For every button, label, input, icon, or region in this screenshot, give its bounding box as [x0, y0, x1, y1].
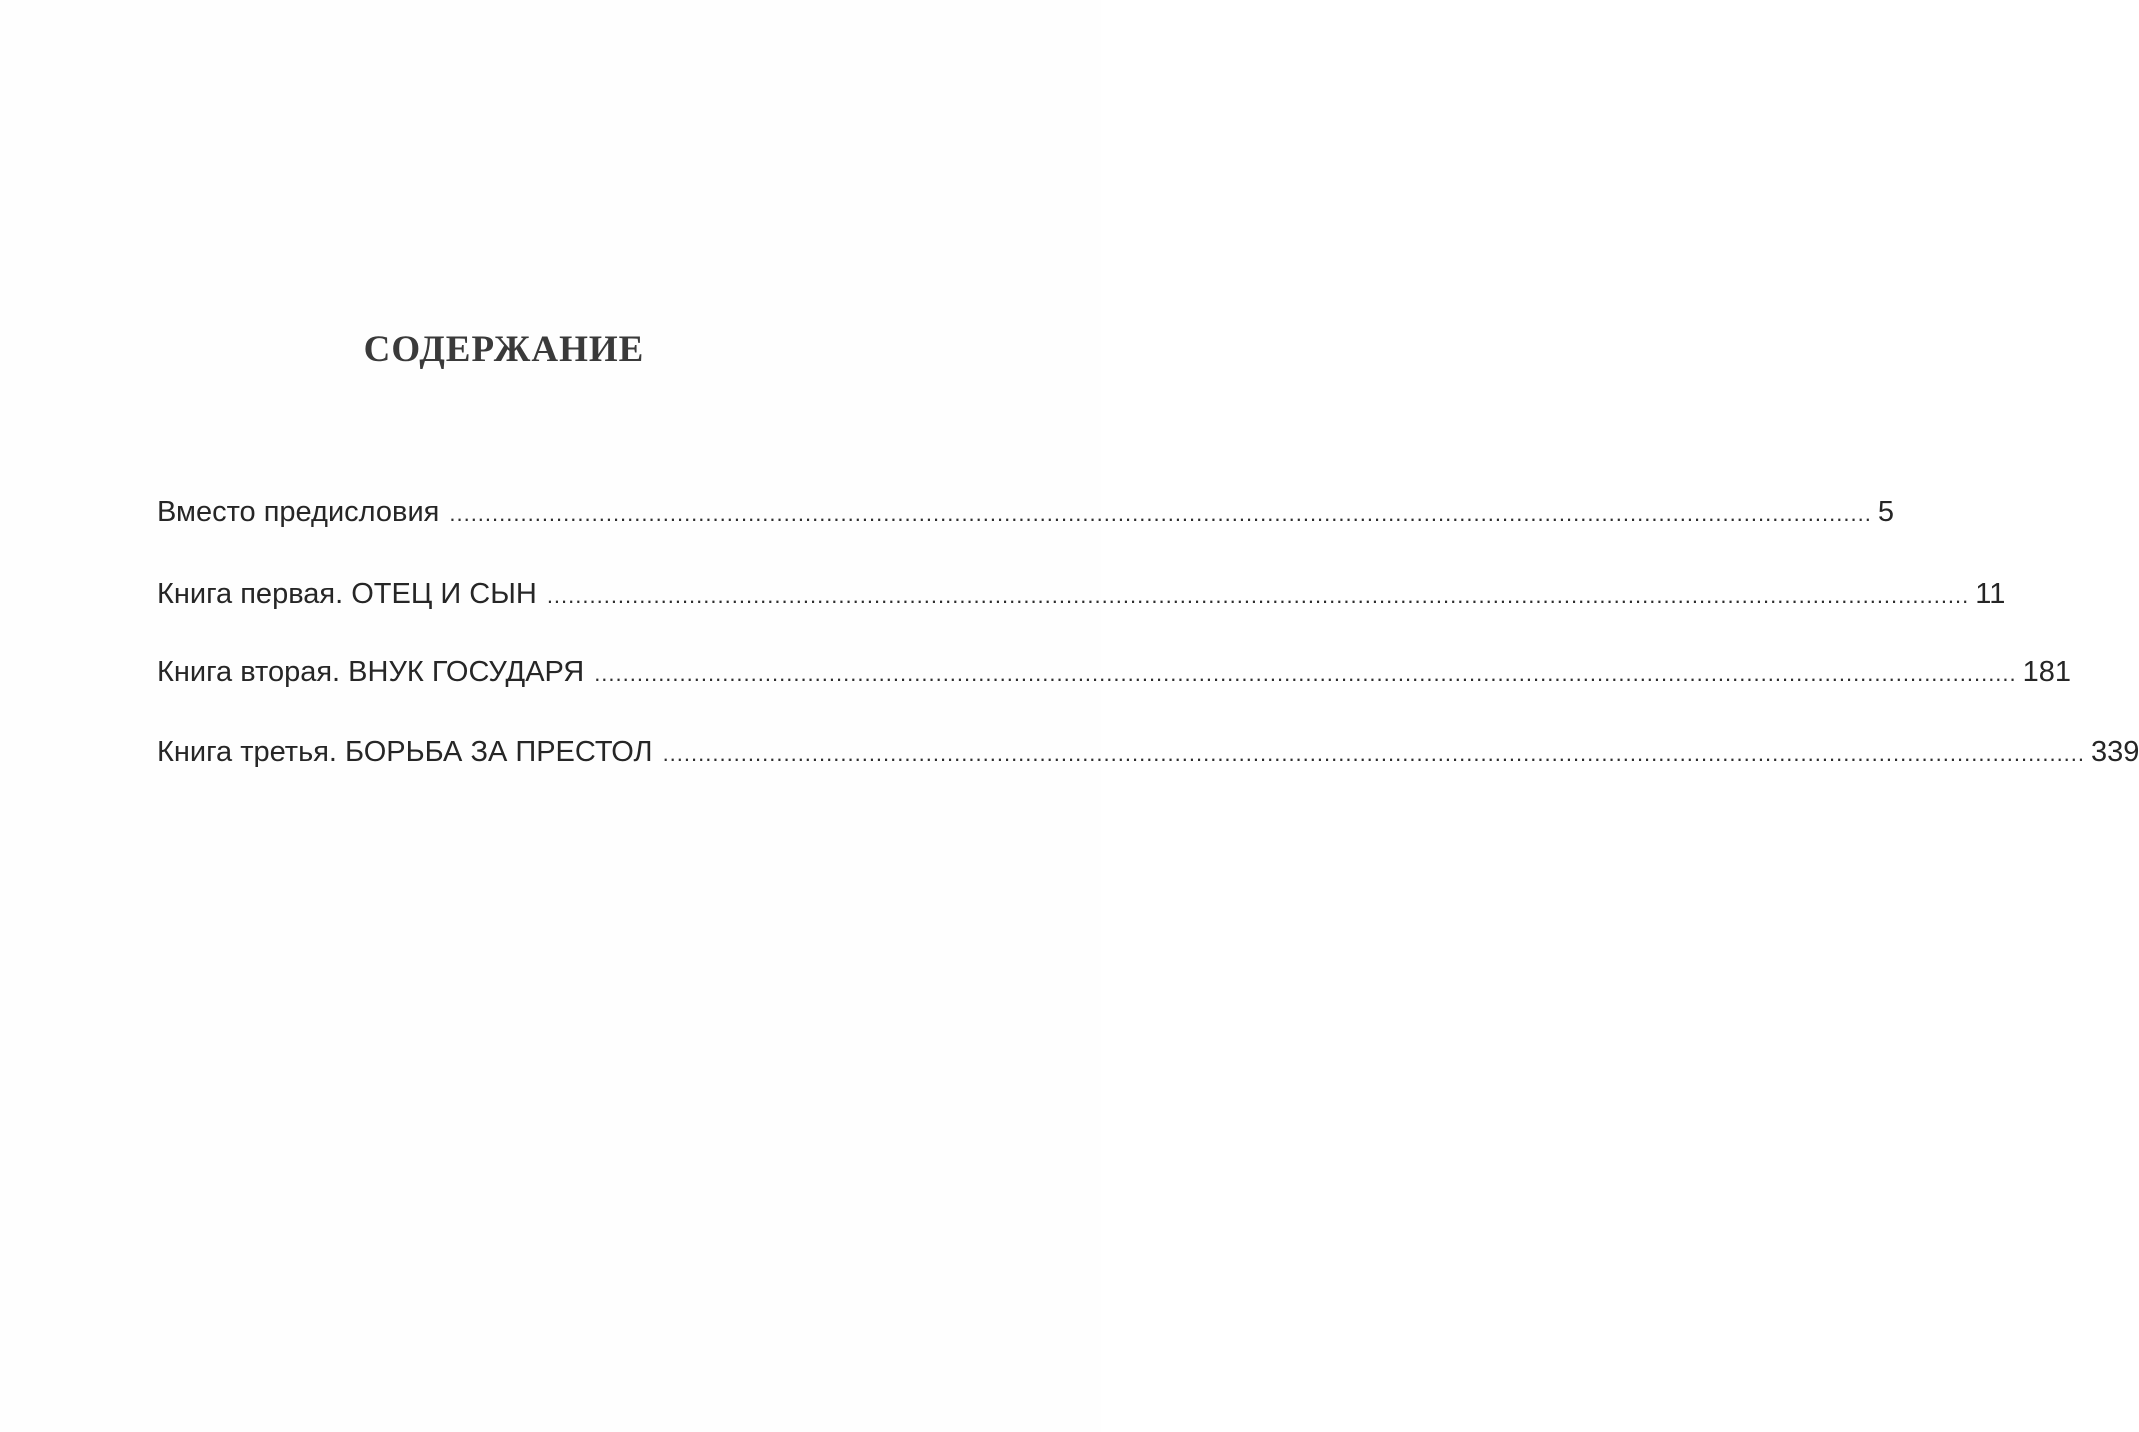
toc-entry-page: 181	[2022, 656, 2072, 688]
toc-entry-page: 339	[2091, 736, 2139, 768]
toc-entry-book-one	[157, 578, 2006, 622]
toc-entry-page: 11	[1975, 578, 2006, 610]
dot-leader: ........................................................................................................................................................................................................	[546, 583, 1970, 608]
dot-leader: ........................................................................................................................................................................................................	[449, 501, 1872, 526]
toc-entry-title: Книга вторая. ВНУК ГОСУДАРЯ	[157, 656, 585, 688]
toc-entry-preface	[157, 496, 1894, 540]
dot-leader: ........................................................................................................................................................................................................	[594, 661, 2017, 686]
toc-entry-book-three	[157, 736, 2139, 780]
toc-entry-book-two	[157, 656, 2072, 700]
toc-entry-title: Книга первая. ОТЕЦ И СЫН	[157, 578, 537, 610]
toc-entry-title: Книга третья. БОРЬБА ЗА ПРЕСТОЛ	[157, 736, 653, 768]
toc-entry-page: 5	[1877, 496, 1894, 528]
toc-heading: СОДЕРЖАНИЕ	[363, 329, 645, 370]
dot-leader: ........................................................................................................................................................................................................	[662, 741, 2086, 766]
toc-entry-title: Вместо предисловия	[157, 496, 440, 528]
